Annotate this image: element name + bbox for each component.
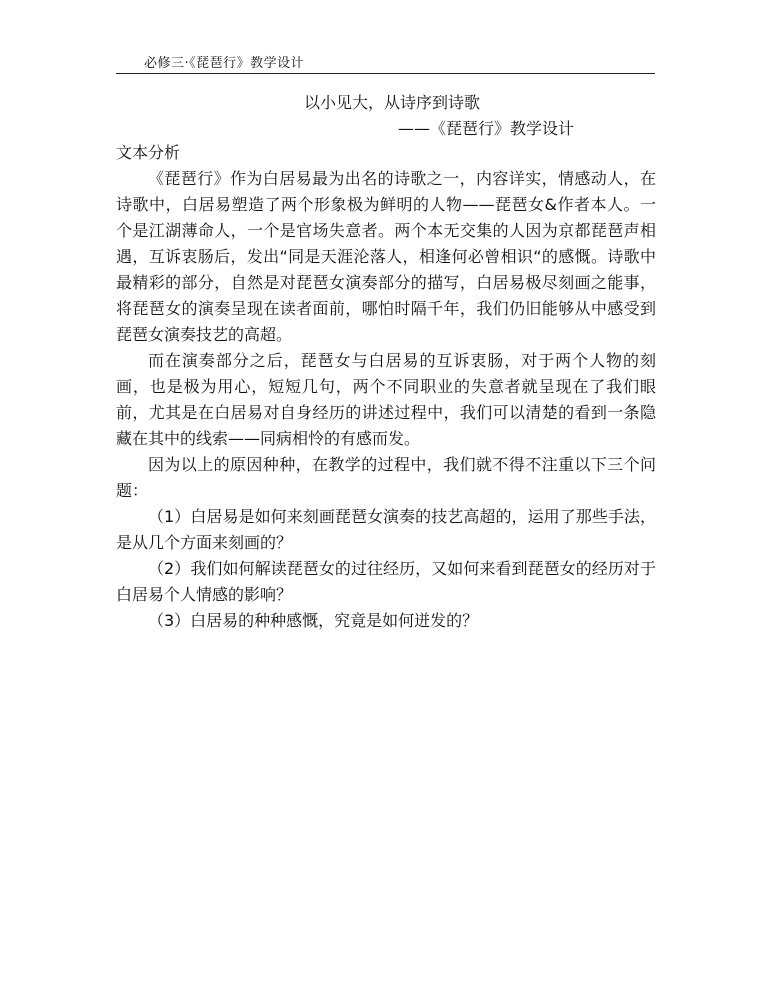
- page-header: 必修三·《琵琶行》教学设计: [144, 56, 305, 71]
- paragraph-intro: 《琵琶行》作为白居易最为出名的诗歌之一，内容详实，情感动人，在诗歌中，白居易塑造了两个形象极为鲜明的人物——琵琶女&作者本人。一个是江湖薄命人，一个是官场失意者。两个本无交集的人因为京都琵琶声相遇，互诉衷肠后，发出“同是天涯沦落人，相逢何必曾相识“的感慨。诗歌中最精彩的部分，自然是对琵琶女演奏部分的描写，白居易极尽刻画之能事，将琵琶女的演奏呈现在读者面前，哪怕时隔千年，我们仍旧能够从中感受到琵琶女演奏技艺的高超。: [116, 169, 656, 344]
- section-heading: 文本分析: [116, 143, 181, 162]
- question-2: （2）我们如何解读琵琶女的过往经历，又如何来看到琵琶女的经历对于白居易个人情感的影响？: [116, 559, 656, 604]
- document-title: 以小见大，从诗序到诗歌: [304, 93, 481, 112]
- document-subtitle: ——《琵琶行》教学设计: [398, 119, 575, 138]
- paragraph-questions-lead: 因为以上的原因种种，在教学的过程中，我们就不得不注重以下三个问题：: [116, 455, 656, 500]
- question-1: （1）白居易是如何来刻画琵琶女演奏的技艺高超的，运用了那些手法，是从几个方面来刻画的？: [116, 507, 656, 552]
- question-3: （3）白居易的种种感慨，究竟是如何迸发的？: [148, 611, 479, 630]
- document-body: [116, 140, 656, 634]
- paragraph-dialogue: 而在演奏部分之后，琵琶女与白居易的互诉衷肠，对于两个人物的刻画，也是极为用心，短短几句，两个不同职业的失意者就呈现在了我们眼前，尤其是在白居易对自身经历的讲述过程中，我们可以清楚的看到一条隐藏在其中的线索——同病相怜的有感而发。: [116, 351, 656, 448]
- header-divider: [116, 73, 655, 74]
